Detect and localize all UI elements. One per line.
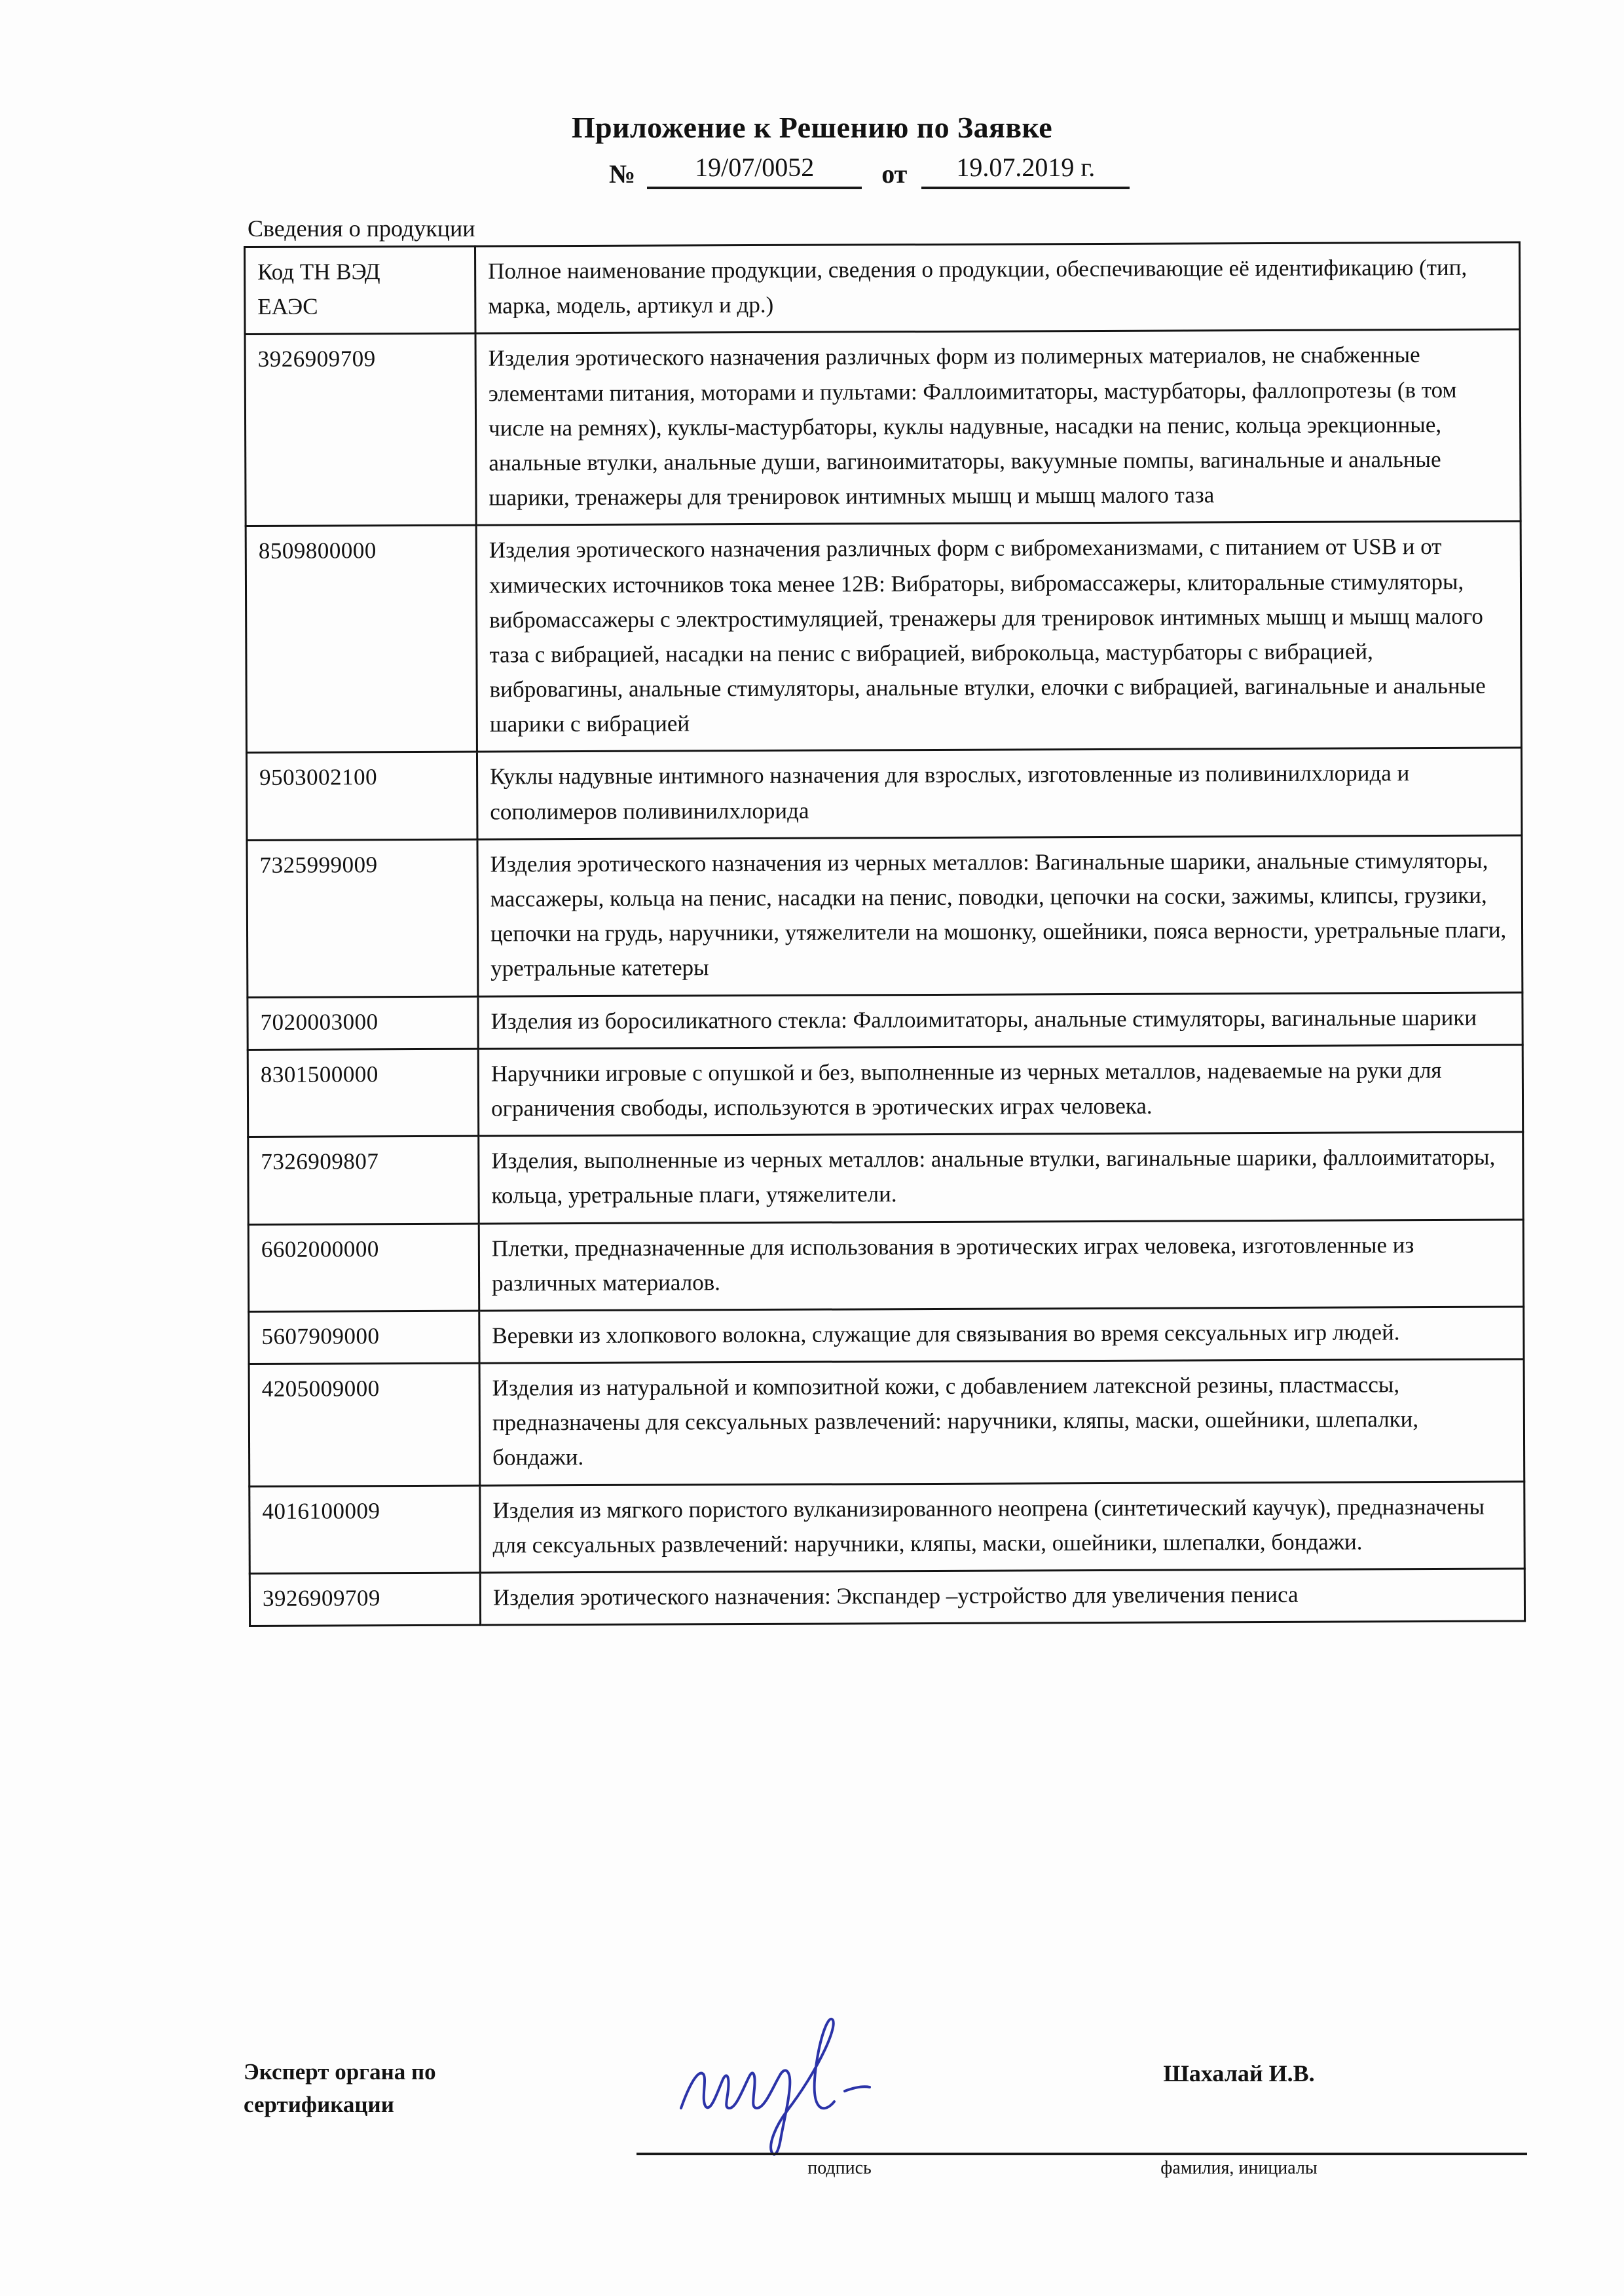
page-title: Приложение к Решению по Заявке — [571, 111, 1053, 144]
cell-description: Куклы надувные интимного назначения для взрослых, изготовленные из поливинилхлорида и сополимеров поливинилхлорида — [477, 748, 1522, 839]
cell-code: 8301500000 — [248, 1049, 479, 1137]
from-label: от — [881, 159, 908, 189]
document-number-line — [609, 152, 1130, 189]
column-header-description: Полное наименование продукции, сведения о продукции, обеспечивающие её идентификацию (тип, марка, модель, артикул и др.) — [475, 242, 1521, 333]
cell-code: 7326909807 — [248, 1136, 479, 1224]
cell-code: 9503002100 — [246, 752, 477, 841]
column-header-code-line1: Код ТН ВЭД — [257, 259, 380, 285]
cell-description: Изделия из натуральной и композитной кожи, с добавлением латексной резины, пластмассы, предназначены для сексуальных развлечений: наручники, кляпы, маски, ошейники, шлепалки, бондажи. — [479, 1359, 1524, 1485]
cell-code: 3926909709 — [245, 334, 476, 526]
cell-code: 7020003000 — [248, 996, 478, 1050]
cell-code: 6602000000 — [248, 1224, 479, 1312]
column-header-code-line2: ЕАЭС — [257, 293, 318, 320]
handwritten-signature-icon — [669, 2009, 944, 2159]
signature-caption: подпись — [807, 2158, 872, 2178]
table-header-row — [245, 242, 1520, 335]
cell-description: Изделия из мягкого пористого вулканизированного неопрена (синтетический каучук), предназначены для сексуальных развлечений: наручники, кляпы, маски, ошейники, шлепалки, бондажи. — [480, 1482, 1525, 1573]
product-table — [244, 242, 1526, 1628]
table-row — [247, 835, 1522, 997]
signature-rule — [637, 2153, 1527, 2155]
table-row — [248, 993, 1522, 1050]
cell-code: 4016100009 — [249, 1485, 481, 1574]
section-caption: Сведения о продукции — [248, 215, 475, 242]
table-row — [248, 1045, 1522, 1137]
table-row — [248, 1220, 1523, 1312]
table-row — [249, 1482, 1524, 1574]
cell-description: Изделия эротического назначения из черных металлов: Вагинальные шарики, анальные стимуляторы, массажеры, кольца на пенис, насадки на пенис, поводки, цепочки на соски, зажимы, клипсы, грузики, цепочки на грудь, наручники, утяжелители на мошонку, ошейники, пояса верности, уретральные плаги, уретральные катетеры — [477, 835, 1522, 996]
cell-description: Веревки из хлопкового волокна, служащие для связывания во время сексуальных игр людей. — [479, 1307, 1524, 1363]
surname-caption: фамилия, инициалы — [1160, 2158, 1318, 2178]
table-row — [249, 1569, 1524, 1626]
cell-code: 7325999009 — [247, 839, 478, 997]
cell-description: Изделия, выполненные из черных металлов: анальные втулки, вагинальные шарики, фаллоимитаторы, кольца, уретральные плаги, утяжелители. — [479, 1132, 1524, 1223]
cell-code: 5607909000 — [249, 1311, 479, 1364]
cell-code: 3926909709 — [249, 1573, 480, 1626]
cell-description: Изделия эротического назначения различных форм с вибромеханизмами, с питанием от USB и от химических источников тока менее 12В: Вибраторы, вибромассажеры, клиторальные стимуляторы, вибромассажеры с электростимуляцией, тренажеры для тренировок интимных мышц и мышц малого таза с вибрацией, насадки на пенис с вибрацией, виброкольца, мастурбаторы с вибрацией, вибровагины, анальные стимуляторы, анальные втулки, елочки с вибрацией, вагинальные и анальные шарики с вибрацией — [476, 521, 1521, 752]
table-row — [248, 1132, 1523, 1224]
expert-role — [244, 2056, 525, 2121]
cell-code: 8509800000 — [246, 525, 477, 752]
table-row — [249, 1307, 1524, 1364]
number-label: № — [609, 159, 636, 189]
cell-code: 4205009000 — [249, 1363, 480, 1486]
cell-description: Изделия эротического назначения различных форм из полимерных материалов, не снабженные элементами питания, моторами и пультами: Фаллоимитаторы, мастурбаторы, фаллопротезы (в том числе на ремнях), куклы-мастурбаторы, куклы надувные, насадки на пенис, кольца эрекционные, анальные втулки, анальные души, вагиноимитаторы, вакуумные помпы, вагинальные и анальные шарики, тренажеры для тренировок интимных мышц и мышц малого таза — [475, 329, 1521, 525]
expert-role-line1: Эксперт органа по — [244, 2059, 436, 2085]
cell-description: Наручники игровые с опушкой и без, выполненные из черных металлов, надеваемые на руки для ограничения свободы, используются в эротических играх человека. — [478, 1045, 1523, 1136]
signature-block — [244, 2043, 1527, 2200]
table-row — [246, 521, 1521, 753]
table-row — [245, 329, 1521, 526]
date-value: 19.07.2019 г. — [921, 152, 1130, 189]
table-row — [249, 1359, 1524, 1486]
number-value: 19/07/0052 — [647, 152, 862, 189]
table-row — [246, 748, 1521, 840]
expert-role-line2: сертификации — [244, 2091, 394, 2117]
cell-description: Изделия эротического назначения: Экспандер –устройство для увеличения пениса — [480, 1569, 1524, 1625]
column-header-code — [245, 246, 476, 335]
expert-name: Шахалай И.В. — [1163, 2060, 1315, 2086]
cell-description: Плетки, предназначенные для использования в эротических играх человека, изготовленные из различных материалов. — [479, 1220, 1524, 1311]
cell-description: Изделия из боросиликатного стекла: Фаллоимитаторы, анальные стимуляторы, вагинальные шарики — [478, 993, 1522, 1049]
